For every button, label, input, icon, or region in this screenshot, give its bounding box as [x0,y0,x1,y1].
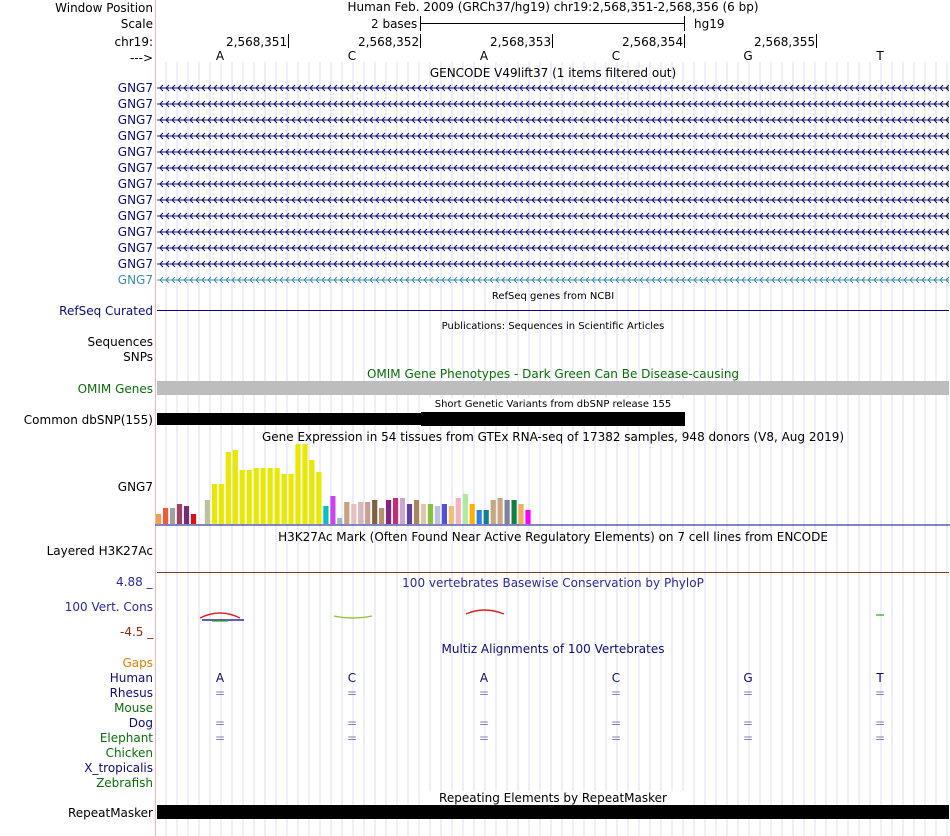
multiz-alignment-char: A [215,671,225,685]
multiz-species-label[interactable]: Zebrafish [96,776,153,790]
gtex-tissue-bar [400,498,405,524]
repeatmasker-track-label[interactable]: RepeatMasker [67,806,153,820]
label-divider [155,0,156,836]
gtex-tissue-bar [288,474,293,524]
gtex-tissue-bar [477,510,482,524]
window-position-label: Window Position [55,1,153,15]
strand-label: ---> [129,51,153,65]
gtex-track-label[interactable]: GNG7 [117,480,153,494]
multiz-alignment-char: = [610,686,622,700]
scale-bar-right-tick [684,16,685,31]
gencode-gene-label[interactable]: GNG7 [117,97,153,111]
omim-track-label[interactable]: OMIM Genes [77,382,153,396]
gtex-tissue-bar [254,468,259,524]
cons-ymax: 4.88 _ [116,575,153,589]
dbsnp-feature-right[interactable] [421,412,685,426]
h3k27ac-baseline [157,572,949,573]
gtex-tissue-bar [226,452,231,524]
gtex-track-title: Gene Expression in 54 tissues from GTEx RNA-seq of 17382 samples, 948 donors (V8, Aug 2019) [261,430,845,444]
omim-feature-bar[interactable] [157,381,949,395]
gtex-tissue-bar [505,500,510,524]
gtex-tissue-bar [177,504,182,524]
refseq-track-label[interactable]: RefSeq Curated [59,304,153,318]
publications-track-title: Publications: Sequences in Scientific Articles [441,321,665,332]
gtex-tissue-bar [247,470,252,524]
dbsnp-track-title: Short Genetic Variants from dbSNP release 155 [421,398,685,412]
omim-track-title: OMIM Gene Phenotypes - Dark Green Can Be Disease-causing [366,367,740,381]
gtex-tissue-bar [240,470,245,524]
conservation-plot[interactable] [155,596,950,636]
coord-label: 2,568,353 [490,35,552,49]
gtex-tissue-bar [163,508,168,524]
gtex-tissue-bar [212,484,217,524]
multiz-alignment-char: = [874,731,886,745]
gtex-tissue-bar [379,508,384,524]
multiz-species-label[interactable]: Mouse [114,701,153,715]
scale-value: 2 bases [371,17,418,31]
publications-snps-label[interactable]: SNPs [123,350,153,364]
multiz-alignment-char: C [611,671,621,685]
chrom-label: chr19: [114,35,153,49]
scale-bar-left-tick [420,16,421,31]
gtex-tissue-bar [463,494,468,524]
gencode-gene-track[interactable] [157,179,949,189]
base-letter: C [611,49,621,63]
coord-label: 2,568,352 [358,35,420,49]
gencode-gene-label[interactable]: GNG7 [117,225,153,239]
gtex-tissue-bar [358,502,363,524]
gtex-tissue-bar [414,500,419,524]
multiz-alignment-char: G [743,671,753,685]
gtex-tissue-bar [498,498,503,524]
gtex-tissue-bar [323,506,328,524]
gencode-gene-label[interactable]: GNG7 [117,209,153,223]
gtex-tissue-bar [295,444,300,524]
refseq-line [157,310,949,311]
gencode-gene-track[interactable] [157,275,949,285]
gtex-tissue-bar [309,460,314,524]
gencode-gene-track[interactable] [157,99,949,109]
gtex-tissue-bar [261,468,266,524]
cons-track-label[interactable]: 100 Vert. Cons [64,600,153,614]
gencode-gene-track[interactable] [157,83,949,93]
dbsnp-track-label[interactable]: Common dbSNP(155) [23,413,153,427]
gtex-tissue-bar [275,468,280,524]
multiz-species-label[interactable]: Human [109,671,153,685]
multiz-alignment-char: = [346,716,358,730]
multiz-species-label[interactable]: Dog [128,716,153,730]
gtex-tissue-bar [184,506,189,524]
gtex-tissue-bar [484,510,489,524]
gencode-gene-label[interactable]: GNG7 [117,273,153,287]
gencode-gene-track[interactable] [157,243,949,253]
gtex-tissue-bar [219,484,224,524]
multiz-track-title: Multiz Alignments of 100 Vertebrates [441,642,665,656]
multiz-alignment-char: = [214,716,226,730]
gtex-tissue-bar [302,444,307,524]
repeatmasker-feature[interactable] [157,805,949,819]
gencode-gene-label[interactable]: GNG7 [117,257,153,271]
gtex-tissue-bar [491,500,496,524]
gtex-tissue-bar [365,502,370,524]
gtex-tissue-bar [470,504,475,524]
base-letter: T [876,49,884,63]
gtex-tissue-bar [205,500,210,524]
gtex-tissue-bar [337,518,342,524]
gencode-gene-label[interactable]: GNG7 [117,113,153,127]
gtex-tissue-bar [386,500,391,524]
gtex-tissue-bar [449,506,454,524]
multiz-alignment-char: = [478,716,490,730]
multiz-species-label[interactable]: Chicken [105,746,153,760]
gtex-tissue-bar [268,468,273,524]
multiz-alignment-char: = [742,716,754,730]
gtex-tissue-bar [442,504,447,524]
coord-tick [552,34,553,48]
gencode-gene-track[interactable] [157,163,949,173]
gencode-gene-label[interactable]: GNG7 [117,193,153,207]
gtex-tissue-bar [407,504,412,524]
multiz-species-label[interactable]: X_tropicalis [84,761,153,775]
gencode-gene-label[interactable]: GNG7 [117,241,153,255]
gtex-tissue-bar [518,504,523,524]
gtex-tissue-bar [435,506,440,524]
coord-label: 2,568,354 [622,35,684,49]
gencode-gene-label[interactable]: GNG7 [117,129,153,143]
gtex-tissue-bar [191,514,196,524]
gtex-tissue-bar [170,508,175,524]
gencode-gene-label[interactable]: GNG7 [117,145,153,159]
coord-label: 2,568,351 [226,35,288,49]
gencode-gene-track[interactable] [157,227,949,237]
gencode-gene-label[interactable]: GNG7 [117,81,153,95]
multiz-alignment-char: = [214,686,226,700]
gtex-tissue-bar [282,474,287,524]
multiz-alignment-char: = [478,731,490,745]
multiz-alignment-char: = [742,686,754,700]
gencode-gene-label[interactable]: GNG7 [117,161,153,175]
gtex-tissue-bar [344,502,349,524]
gtex-tissue-bar [316,472,321,524]
gencode-gene-track[interactable] [157,131,949,141]
multiz-alignment-char: T [876,671,884,685]
gtex-tissue-bar [330,496,335,524]
coord-tick [420,34,421,48]
base-letter: A [479,49,489,63]
multiz-alignment-char: = [214,731,226,745]
multiz-alignment-char: = [346,731,358,745]
scale-assembly: hg19 [694,17,725,31]
gtex-tissue-bar [393,498,398,524]
multiz-alignment-char: = [478,686,490,700]
scale-bar [421,23,684,24]
conservation-peak [200,613,240,618]
gencode-gene-track[interactable] [157,115,949,125]
multiz-species-label[interactable]: Elephant [99,731,153,745]
coord-label: 2,568,355 [754,35,816,49]
base-letter: A [215,49,225,63]
multiz-alignment-char: = [874,686,886,700]
refseq-track-title: RefSeq genes from NCBI [491,291,615,302]
cons-ymin: -4.5 _ [120,625,154,639]
cons-track-title: 100 vertebrates Basewise Conservation by PhyloP [402,576,704,590]
base-letter: G [743,49,753,63]
publications-sequences-label[interactable]: Sequences [87,335,153,349]
repeatmasker-track-title: Repeating Elements by RepeatMasker [421,791,685,805]
window-position-value: Human Feb. 2009 (GRCh37/hg19) chr19:2,568,351-2,568,356 (6 bp) [347,0,759,14]
multiz-alignment-char: C [347,671,357,685]
gtex-tissue-bar [351,504,356,524]
conservation-peak [466,610,504,614]
multiz-alignment-char: A [479,671,489,685]
gtex-tissue-bar [428,504,433,524]
gencode-gene-track[interactable] [157,259,949,269]
scale-label: Scale [120,17,153,31]
gtex-tissue-bar [512,500,517,524]
multiz-alignment-char: = [610,716,622,730]
base-letter: C [347,49,357,63]
gencode-gene-track[interactable] [157,195,949,205]
multiz-species-label[interactable]: Rhesus [109,686,153,700]
gencode-gene-label[interactable]: GNG7 [117,177,153,191]
conservation-peak [334,616,372,618]
gencode-gene-track[interactable] [157,147,949,157]
multiz-gaps-label[interactable]: Gaps [122,656,153,670]
gtex-tissue-bar [421,504,426,524]
gtex-bar-chart[interactable] [155,440,950,526]
gtex-tissue-bar [156,514,161,524]
coord-tick [816,34,817,48]
gencode-track-title: GENCODE V49lift37 (1 items filtered out) [429,66,677,80]
gtex-tissue-bar [456,498,461,524]
gtex-tissue-bar [525,510,530,524]
gtex-tissue-bar [372,500,377,524]
multiz-alignment-char: = [610,731,622,745]
coord-tick [288,34,289,48]
h3k27ac-track-label[interactable]: Layered H3K27Ac [46,544,153,558]
multiz-alignment-char: = [742,731,754,745]
gencode-gene-track[interactable] [157,211,949,221]
dbsnp-feature-left[interactable] [157,413,421,425]
h3k27ac-track-title: H3K27Ac Mark (Often Found Near Active Regulatory Elements) on 7 cell lines from ENCODE [278,530,828,544]
gtex-tissue-bar [233,450,238,524]
coord-tick [684,34,685,48]
multiz-alignment-char: = [874,716,886,730]
multiz-alignment-char: = [346,686,358,700]
